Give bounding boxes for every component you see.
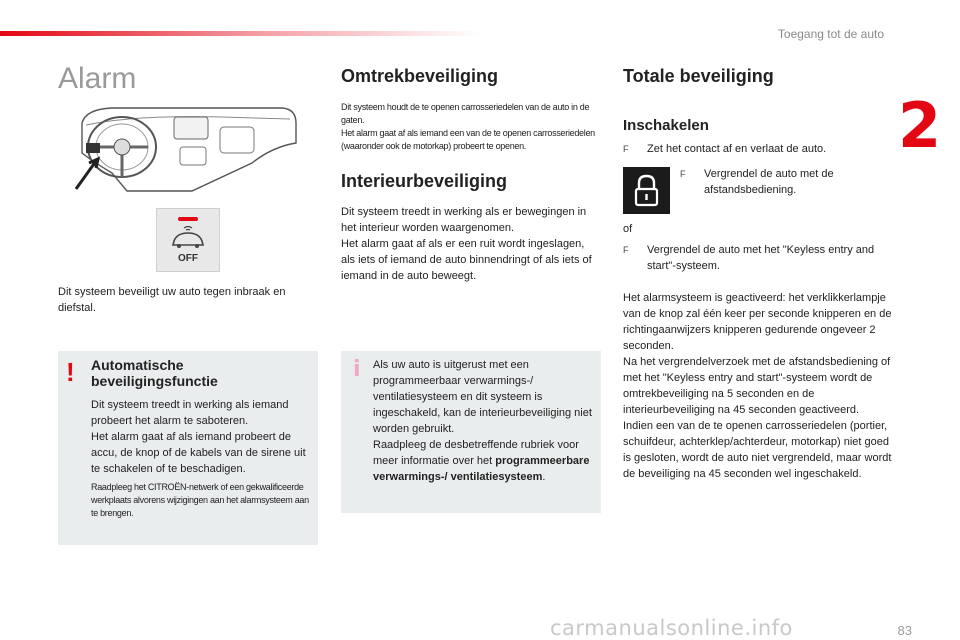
perimeter-title: Omtrekbeveiliging	[341, 66, 499, 86]
warning-title: Automatische beveiligingsfunctie	[91, 357, 218, 389]
info-text-plain: Als uw auto is uitgerust met een programmeerbaar verwarmings-/ ventilatiesysteem en dit systeem is ingeschakeld, kan de interieurbeveiliging niet worden gebruikt. Raadpleeg de desbetreffende rubriek voor meer informatie over het	[373, 359, 592, 467]
interior-title: Interieurbeveiliging	[341, 171, 508, 191]
info-box	[341, 351, 601, 513]
warning-icon: !	[66, 357, 75, 387]
interior-text: Dit systeem treedt in werking als er bewegingen in het interieur worden waargenomen. Het alarm gaat af als er een ruit wordt ingeslagen, als iets of iemand de auto binnendringt of als iets of iemand in de auto beweegt.	[341, 206, 592, 282]
dashboard-illustration	[72, 103, 300, 195]
step-1-text: Zet het contact af en verlaat de auto.	[647, 143, 827, 155]
total-text: Het alarmsysteem is geactiveerd: het verklikkerlampje van de knop zal één keer per seconde knipperen en de richtingaanwijzers knipperen gedurende ongeveer 2 seconden. Na het vergrendelverzoek met de afstandsbediening of met het "Keyless entry and start"-systeem wordt de omtrekbeveiliging na 5 seconden en de interieurbeveiliging na 45 seconden geactiveerd. Indien een van de te openen carrosseriedelen (portier, schuifdeur, achterklep/achterdeur, motorkap) niet goed is gesloten, wordt de auto niet vergrendeld, maar wordt de beveiliging na 45 seconden wel ingeschakeld.	[623, 292, 892, 480]
alarm-intro-text: Dit systeem beveiligt uw auto tegen inbraak en diefstal.	[58, 286, 286, 314]
warning-box	[58, 351, 318, 545]
or-text: of	[623, 223, 633, 235]
step-bullet: F	[680, 169, 686, 179]
alarm-off-button	[156, 208, 220, 272]
step-3-text: Vergrendel de auto met het "Keyless entry and start"-systeem.	[647, 244, 875, 272]
info-text-bold: programmeerbare verwarmings-/ ventilatiesysteem	[373, 455, 590, 483]
header-accent-bar	[0, 31, 480, 36]
watermark: carmanualsonline.info	[550, 616, 793, 640]
off-label: OFF	[178, 253, 198, 264]
warning-text: Dit systeem treedt in werking als iemand probeert het alarm te saboteren. Het alarm gaat af als iemand probeert de accu, de knop of de kabels van de sirene uit te schakelen of te beschadigen.	[91, 399, 306, 475]
total-title: Totale beveiliging	[623, 66, 774, 86]
chapter-number: 2	[898, 89, 942, 162]
warning-note: Raadpleeg het CITROËN-netwerk of een gekwalificeerde werkplaats alvorens wijzigingen aan het alarmsysteem aan te brengen.	[91, 482, 309, 518]
info-icon: i	[353, 357, 361, 382]
step-bullet: F	[623, 144, 629, 154]
step-2-text: Vergrendel de auto met de afstandsbediening.	[704, 168, 834, 196]
running-title: Toegang tot de auto	[777, 27, 884, 41]
lock-icon	[623, 167, 670, 214]
page-number: 83	[897, 623, 912, 638]
info-text-end: .	[542, 471, 546, 483]
alarm-off-icon	[157, 209, 219, 271]
alarm-title: Alarm	[58, 62, 137, 95]
total-subtitle: Inschakelen	[623, 117, 709, 134]
step-bullet: F	[623, 245, 629, 255]
perimeter-text: Dit systeem houdt de te openen carrosseriedelen van de auto in de gaten. Het alarm gaat af als iemand een van de te openen carrosseriedelen (waaronder ook de motorkap) probeert te openen.	[341, 102, 595, 151]
info-text	[373, 357, 597, 485]
